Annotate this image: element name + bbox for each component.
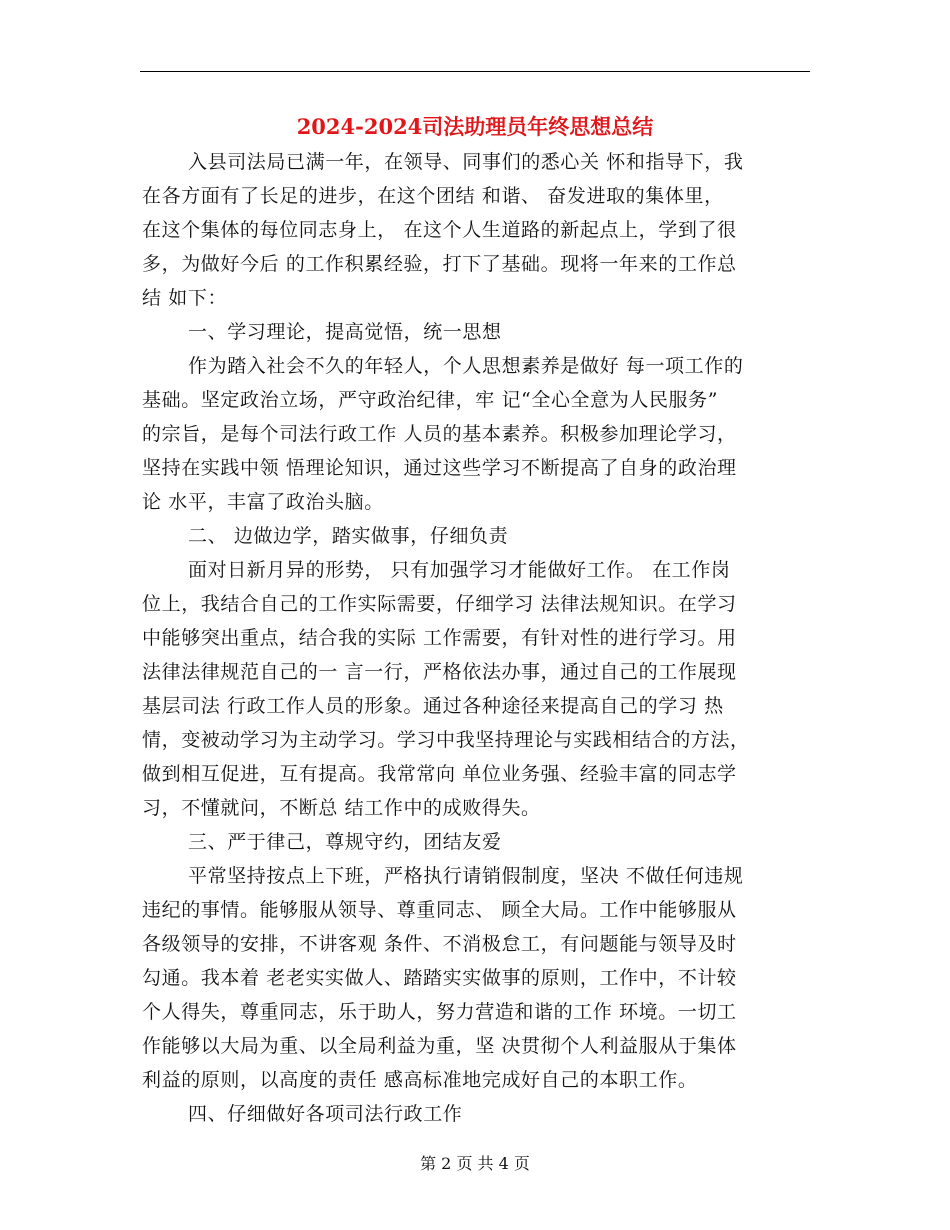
document-title: 2024-2024司法助理员年终思想总结 — [296, 114, 654, 139]
body-line: 的宗旨，是每个司法行政工作 人员的基本素养。积极参加理论学习， — [142, 423, 737, 445]
body-line: 利益的原则，以高度的责任 感高标准地完成好自己的本职工作。 — [142, 1069, 698, 1091]
section-heading: 四、仔细做好各项司法行政工作 — [188, 1103, 463, 1125]
body-line: 勾通。我本着 老老实实做人、踏踏实实做事的原则，工作中，不计较 — [142, 967, 737, 989]
body-line: 坚持在实践中领 悟理论知识，通过这些学习不断提高了自身的政治理 — [142, 457, 737, 479]
body-line: 情，变被动学习为主动学习。学习中我坚持理论与实践相结合的方法， — [142, 729, 750, 751]
section-heading: 三、严于律己，尊规守约，团结友爱 — [188, 831, 502, 853]
body-line: 习，不懂就问，不断总 结工作中的成败得失。 — [142, 797, 541, 819]
body-line: 个人得失，尊重同志，乐于助人，努力营造和谐的工作 环境。一切工 — [142, 1001, 737, 1023]
body-line: 位上，我结合自己的工作实际需要，仔细学习 法律法规知识。在学习 — [142, 593, 737, 615]
section-heading: 一、学习理论，提高觉悟，统一思想 — [188, 321, 502, 343]
body-line: 做到相互促进，互有提高。我常常向 单位业务强、经验丰富的同志学 — [142, 763, 737, 785]
header-rule — [140, 71, 810, 72]
body-line: 中能够突出重点，结合我的实际 工作需要，有针对性的进行学习。用 — [142, 627, 737, 649]
section-heading: 二、 边做边学，踏实做事，仔细负责 — [188, 525, 509, 547]
body-line: 论 水平，丰富了政治头脑。 — [142, 491, 384, 513]
body-line: 在各方面有了长足的进步，在这个团结 和谐、 奋发进取的集体里， — [142, 185, 724, 207]
body-line: 平常坚持按点上下班，严格执行请销假制度，坚决 不做任何违规 — [188, 865, 744, 887]
body-line: 在这个集体的每位同志身上， 在这个人生道路的新起点上，学到了很 — [142, 219, 737, 241]
body-line: 多，为做好今后 的工作积累经验，打下了基础。现将一年来的工作总 — [142, 253, 737, 275]
body-line: 结 如下： — [142, 287, 228, 309]
body-line: 法律法律规范自己的一 言一行，严格依法办事，通过自己的工作展现 — [142, 661, 737, 683]
body-line: 作为踏入社会不久的年轻人，个人思想素养是做好 每一项工作的 — [188, 355, 744, 377]
body-line: 各级领导的安排，不讲客观 条件、不消极怠工，有问题能与领导及时 — [142, 933, 737, 955]
page-number-footer: 第 2 页 共 4 页 — [420, 1154, 530, 1173]
body-line: 违纪的事情。能够服从领导、尊重同志、 顾全大局。工作中能够服从 — [142, 899, 737, 921]
body-line: 基层司法 行政工作人员的形象。通过各种途径来提高自己的学习 热 — [142, 695, 724, 717]
body-line: 基础。坚定政治立场，严守政治纪律，牢 记“全心全意为人民服务” — [142, 389, 719, 411]
body-line: 入县司法局已满一年，在领导、同事们的悉心关 怀和指导下，我 — [188, 151, 744, 173]
body-line: 面对日新月异的形势， 只有加强学习才能做好工作。 在工作岗 — [188, 559, 731, 581]
body-line: 作能够以大局为重、以全局利益为重，坚 决贯彻个人利益服从于集体 — [142, 1035, 737, 1057]
